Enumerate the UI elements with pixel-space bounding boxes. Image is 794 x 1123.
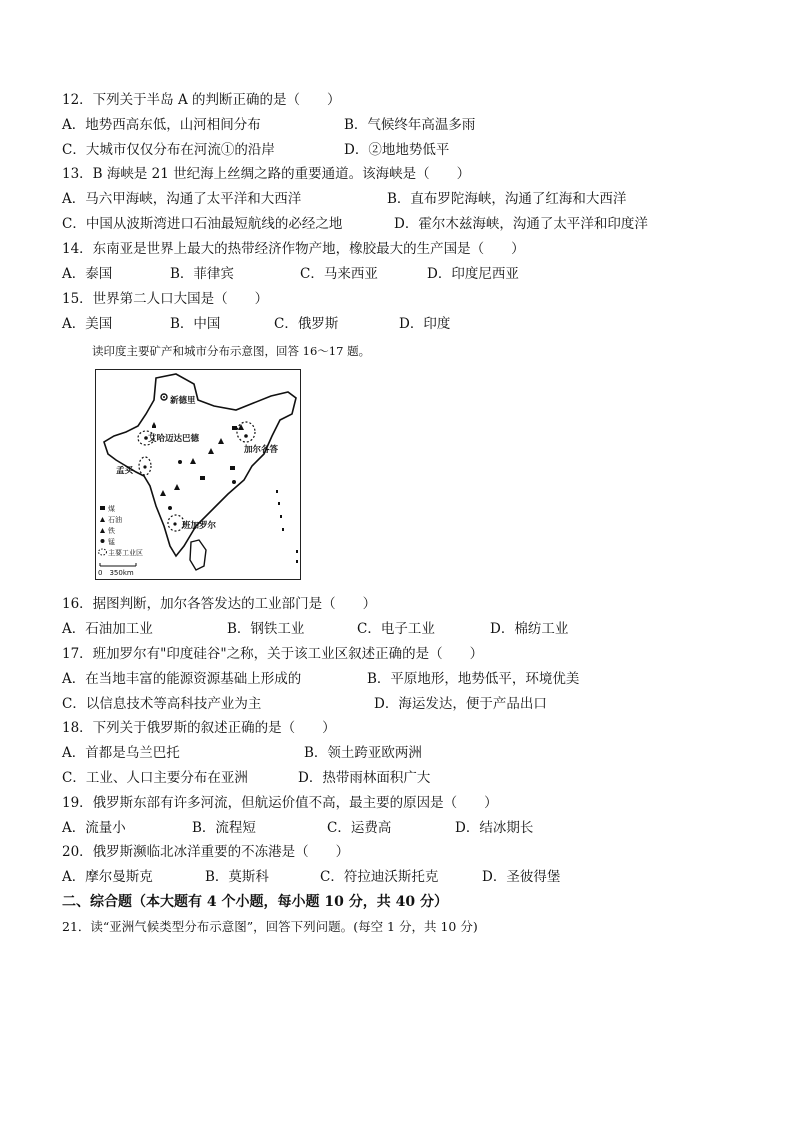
question-16-stem: 16．据图判断，加尔各答发达的工业部门是（ ） — [62, 596, 377, 612]
option-c: C．俄罗斯 — [274, 316, 339, 332]
option-b: B．流程短 — [192, 820, 256, 836]
option-c: C．运费高 — [327, 820, 392, 836]
option-b: B．气候终年高温多雨 — [344, 117, 476, 133]
option-c: C．电子工业 — [357, 621, 435, 637]
section-2-title: 二、综合题（本大题有 4 个小题，每小题 10 分，共 40 分） — [62, 894, 448, 910]
option-d: D．棉纺工业 — [490, 621, 569, 637]
option-a: A．马六甲海峡，沟通了太平洋和大西洋 — [62, 191, 302, 207]
option-a: A．流量小 — [62, 820, 126, 836]
option-b: B．菲律宾 — [170, 266, 234, 282]
legend-iron: 铁 — [108, 527, 115, 535]
question-12-options — [62, 116, 742, 134]
option-a: A．地势西高东低，山河相间分布 — [62, 117, 261, 133]
legend-oil: 石油 — [108, 516, 122, 524]
island-dots — [276, 490, 298, 563]
option-b: B．钢铁工业 — [227, 621, 305, 637]
question-13-stem: 13．B 海峡是 21 世纪海上丝绸之路的重要通道。该海峡是（ ） — [62, 166, 471, 182]
option-d: D．印度 — [399, 316, 451, 332]
question-13-options — [62, 190, 742, 208]
question-16-options — [62, 620, 742, 638]
option-a: A．摩尔曼斯克 — [62, 869, 153, 885]
option-d: D．热带雨林面积广大 — [298, 770, 431, 786]
question-19-stem: 19．俄罗斯东部有许多河流，但航运价值不高，最主要的原因是（ ） — [62, 795, 498, 811]
question-17-options — [62, 670, 742, 688]
legend-coal: 煤 — [108, 505, 115, 513]
map-intro: 读印度主要矿产和城市分布示意图，回答 16～17 题。 — [92, 344, 371, 358]
city-label-bangalore: 班加罗尔 — [182, 521, 217, 531]
option-a: A．泰国 — [62, 266, 113, 282]
option-c: C．马来西亚 — [300, 266, 378, 282]
question-12-stem: 12．下列关于半岛 A 的判断正确的是（ ） — [62, 92, 341, 108]
city-label-ahmedabad: 艾哈迈达巴德 — [148, 434, 200, 444]
option-d: D．海运发达，便于产品出口 — [374, 696, 547, 712]
question-18-options — [62, 744, 742, 762]
question-18-options-2 — [62, 769, 742, 787]
question-14-options — [62, 265, 742, 283]
option-c: C．大城市仅仅分布在河流①的沿岸 — [62, 142, 275, 158]
india-map-graphic — [96, 370, 302, 581]
city-label-mumbai: 孟买 — [116, 466, 134, 476]
option-b: B．直布罗陀海峡，沟通了红海和大西洋 — [387, 191, 627, 207]
question-15-options — [62, 315, 742, 333]
option-b: B．中国 — [170, 316, 221, 332]
option-a: A．在当地丰富的能源资源基础上形成的 — [62, 671, 302, 687]
option-d: D．②地地势低平 — [344, 142, 450, 158]
question-14-stem: 14．东南亚是世界上最大的热带经济作物产地，橡胶最大的生产国是（ ） — [62, 241, 525, 257]
coal-symbols — [200, 426, 237, 480]
option-c: C．以信息技术等高科技产业为主 — [62, 696, 262, 712]
city-label-kolkata: 加尔各答 — [244, 445, 279, 455]
manganese-symbols — [168, 460, 236, 510]
oil-symbols — [152, 422, 156, 428]
map-legend — [98, 504, 143, 577]
option-c: C．符拉迪沃斯托克 — [320, 869, 439, 885]
option-b: B．莫斯科 — [205, 869, 269, 885]
option-b: B．平原地形，地势低平，环境优美 — [367, 671, 580, 687]
question-19-options — [62, 819, 742, 837]
option-a: A．石油加工业 — [62, 621, 153, 637]
option-a: A．首都是乌兰巴托 — [62, 745, 180, 761]
question-20-stem: 20．俄罗斯濒临北冰洋重要的不冻港是（ ） — [62, 844, 350, 860]
option-a: A．美国 — [62, 316, 113, 332]
map-scale: 0 350km — [98, 569, 134, 577]
option-d: D．霍尔木兹海峡，沟通了太平洋和印度洋 — [394, 216, 648, 232]
question-18-stem: 18．下列关于俄罗斯的叙述正确的是（ ） — [62, 720, 336, 736]
question-20-options — [62, 868, 742, 886]
option-d: D．印度尼西亚 — [427, 266, 519, 282]
sri-lanka — [190, 540, 206, 570]
legend-manganese: 锰 — [108, 538, 115, 546]
question-17-options-2 — [62, 695, 742, 713]
question-17-stem: 17．班加罗尔有"印度硅谷"之称，关于该工业区叙述正确的是（ ） — [62, 646, 484, 662]
question-15-stem: 15．世界第二人口大国是（ ） — [62, 291, 269, 307]
legend-industrial-zone: 主要工业区 — [108, 549, 143, 557]
india-map — [95, 369, 301, 580]
option-c: C．中国从波斯湾进口石油最短航线的必经之地 — [62, 216, 343, 232]
question-21-stem: 21．读“亚洲气候类型分布示意图”，回答下列问题。(每空 1 分，共 10 分) — [62, 919, 478, 934]
kolkata-zone — [237, 422, 255, 442]
option-d: D．圣彼得堡 — [482, 869, 561, 885]
option-d: D．结冰期长 — [455, 820, 534, 836]
option-b: B．领土跨亚欧两洲 — [304, 745, 422, 761]
question-13-options-2 — [62, 215, 742, 233]
option-c: C．工业、人口主要分布在亚洲 — [62, 770, 248, 786]
city-label-new-delhi: 新德里 — [170, 396, 196, 406]
question-12-options-2 — [62, 141, 742, 159]
